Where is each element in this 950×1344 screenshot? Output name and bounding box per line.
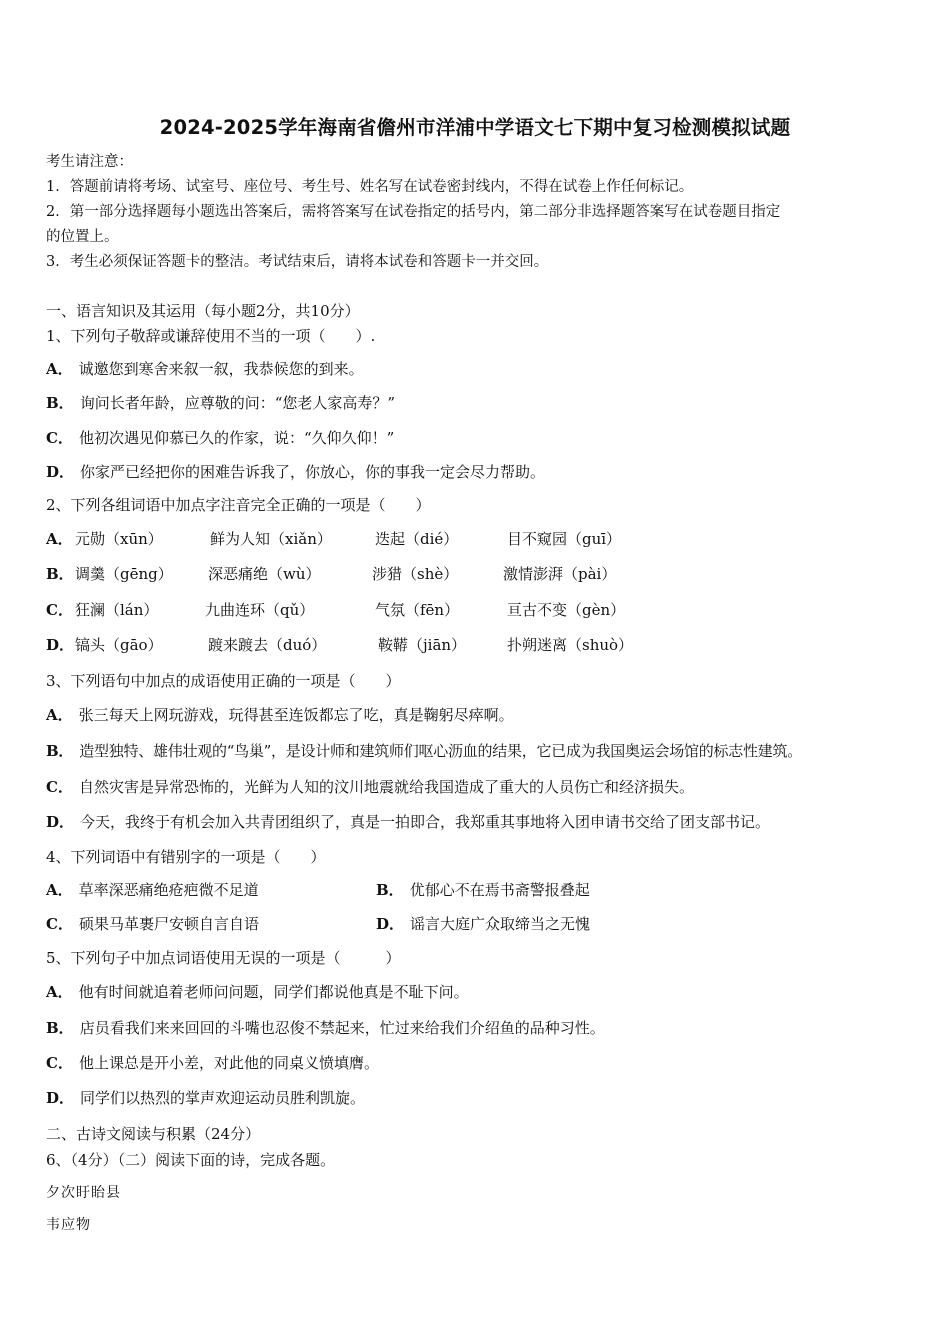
q1-option-d	[46, 462, 545, 482]
option-text: 硕果马革裹尸安顿自言自语	[78, 915, 259, 933]
q2-row-a-label	[46, 529, 79, 549]
option-label: D．	[376, 915, 405, 933]
option-label: B．	[46, 394, 74, 412]
option-text: 他有时间就追着老师问问题，同学们都说他真是不耻下问。	[78, 983, 469, 1001]
option-text: 草率深恶痛绝疮疤微不足道	[78, 881, 259, 899]
q2-row-c-item-2: 九曲连环（qǔ）	[205, 601, 315, 619]
option-text: 自然灾害是异常恐怖的，光鲜为人知的汶川地震就给我国造成了重大的人员伤亡和经济损失。	[78, 778, 694, 796]
q2-row-c-item-1: 狂澜（lán）	[75, 601, 159, 619]
q2-row-c-item-4: 亘古不变（gèn）	[507, 601, 626, 619]
q2-row-d-item-1: 镐头（gāo）	[75, 636, 163, 654]
option-label: C．	[46, 429, 73, 447]
option-text: 今天，我终于有机会加入共青团组织了，真是一拍即合，我郑重其事地将入团申请书交给了团支部书记。	[80, 813, 771, 831]
q1-option-c	[46, 428, 394, 448]
q2-row-b-item-4: 激情澎湃（pài）	[503, 565, 617, 583]
q2-row-c-item-3: 气氛（fēn）	[375, 601, 460, 619]
q5-option-d	[46, 1088, 365, 1108]
page-title: 2024-2025学年海南省儋州市洋浦中学语文七下期中复习检测模拟试题	[159, 116, 791, 139]
q1-option-a	[46, 359, 364, 379]
option-label: C．	[46, 601, 73, 619]
option-text: 他上课总是开小差，对此他的同桌义愤填膺。	[78, 1054, 379, 1072]
option-label: A．	[46, 706, 73, 724]
notice-item-3: 3．考生必须保证答题卡的整洁。考试结束后，请将本试卷和答题卡一并交回。	[46, 254, 549, 270]
option-label: B．	[46, 742, 74, 760]
q1-stem: 1、下列句子敬辞或谦辞使用不当的一项（ ）.	[46, 327, 376, 345]
section2-heading: 二、古诗文阅读与积累（24分）	[46, 1125, 261, 1143]
notice-item-2-cont: 的位置上。	[46, 229, 119, 245]
q2-row-a-item-2: 鲜为人知（xiǎn）	[210, 530, 332, 548]
option-label: C．	[46, 915, 73, 933]
poem-title: 夕次盱眙县	[46, 1185, 121, 1201]
q3-option-c	[46, 777, 694, 797]
option-text: 店员看我们来来回回的斗嘴也忍俊不禁起来，忙过来给我们介绍鱼的品种习性。	[79, 1019, 605, 1037]
option-text: 同学们以热烈的掌声欢迎运动员胜利凯旋。	[80, 1089, 366, 1107]
q2-row-d-item-3: 鞍鞯（jiān）	[378, 636, 467, 654]
option-label: C．	[46, 778, 73, 796]
option-text: 谣言大庭广众取缔当之无愧	[410, 915, 591, 933]
q2-row-a-item-3: 迭起（dié）	[375, 530, 459, 548]
q2-row-b-item-1: 调羹（gēng）	[75, 565, 173, 583]
option-label: D．	[46, 1089, 75, 1107]
option-text: 询问长者年龄，应尊敬的问：“您老人家高寿？”	[79, 394, 396, 412]
option-label: A．	[46, 360, 73, 378]
section1-heading: 一、语言知识及其运用（每小题2分，共10分）	[46, 302, 360, 320]
q3-option-d	[46, 812, 770, 832]
q1-option-b	[46, 393, 395, 413]
option-label: B．	[46, 1019, 74, 1037]
q5-option-c	[46, 1053, 379, 1073]
q3-option-a	[46, 705, 514, 725]
q3-option-b	[46, 741, 802, 761]
q6-stem: 6、（4分）（二）阅读下面的诗，完成各题。	[46, 1151, 336, 1169]
notice-item-1: 1．答题前请将考场、试室号、座位号、考生号、姓名写在试卷密封线内，不得在试卷上作任何标记。	[46, 179, 694, 195]
option-label: C．	[46, 1054, 73, 1072]
option-label: A．	[46, 881, 73, 899]
q2-row-b-item-3: 涉猎（shè）	[372, 565, 459, 583]
option-text: 你家严已经把你的困难告诉我了，你放心，你的事我一定会尽力帮助。	[80, 463, 546, 481]
notice-heading: 考生请注意：	[46, 154, 133, 170]
q3-stem: 3、下列语句中加点的成语使用正确的一项是（ ）	[46, 672, 401, 690]
q4-option-d	[376, 914, 590, 934]
q2-row-d-item-2: 踱来踱去（duó）	[208, 636, 327, 654]
q2-row-c-label	[46, 600, 79, 620]
option-label: D．	[46, 813, 75, 831]
option-text: 诚邀您到寒舍来叙一叙，我恭候您的到来。	[78, 360, 364, 378]
option-label: A．	[46, 530, 73, 548]
q4-option-b	[376, 880, 590, 900]
poem-author: 韦应物	[46, 1217, 91, 1233]
q4-option-a	[46, 880, 259, 900]
q5-stem: 5、下列句子中加点词语使用无误的一项是（ ）	[46, 949, 401, 967]
option-label: D．	[46, 463, 75, 481]
option-label: D．	[46, 636, 75, 654]
option-text: 优郁心不在焉书斋警报叠起	[409, 881, 590, 899]
option-label: B．	[46, 565, 74, 583]
option-text: 他初次遇见仰慕已久的作家，说：“久仰久仰！”	[78, 429, 395, 447]
option-text: 造型独特、雄伟壮观的“鸟巢”，是设计师和建筑师们呕心沥血的结果，它已成为我国奥运会场馆的标志性建筑。	[79, 742, 803, 760]
option-label: B．	[376, 881, 404, 899]
q4-stem: 4、下列词语中有错别字的一项是（ ）	[46, 848, 326, 866]
q2-row-a-item-1: 元勋（xūn）	[75, 530, 163, 548]
q2-stem: 2、下列各组词语中加点字注音完全正确的一项是（ ）	[46, 496, 431, 514]
notice-item-2: 2．第一部分选择题每小题选出答案后，需将答案写在试卷指定的括号内，第二部分非选择题答案写在试卷题目指定	[46, 204, 781, 220]
q2-row-d-item-4: 扑朔迷离（shuò）	[507, 636, 634, 654]
option-label: A．	[46, 983, 73, 1001]
option-text: 张三每天上网玩游戏，玩得甚至连饭都忘了吃，真是鞠躬尽瘁啊。	[78, 706, 514, 724]
q5-option-b	[46, 1018, 605, 1038]
q4-option-c	[46, 914, 259, 934]
q2-row-b-item-2: 深恶痛绝（wù）	[208, 565, 321, 583]
q2-row-a-item-4: 目不窥园（guī）	[507, 530, 622, 548]
q5-option-a	[46, 982, 469, 1002]
